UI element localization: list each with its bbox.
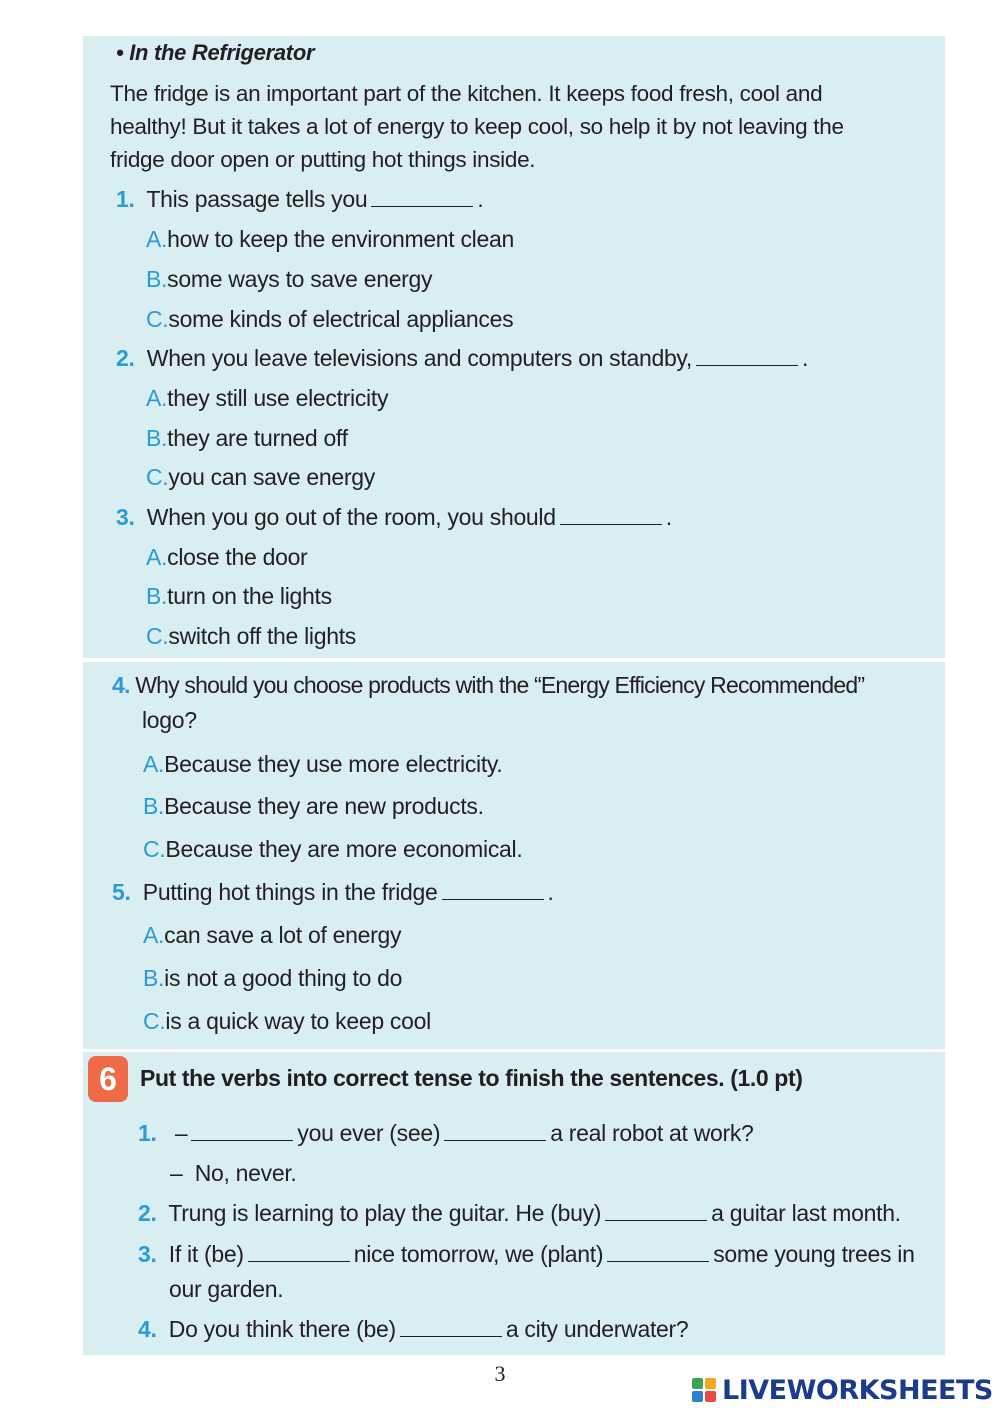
task6-item-4: 4. Do you think there (be) a city underwater? bbox=[138, 1316, 689, 1342]
question-2: 2. When you leave televisions and computers on standby, . bbox=[116, 345, 809, 371]
option-5b[interactable]: B.is not a good thing to do bbox=[143, 965, 403, 991]
liveworksheets-logo-icon bbox=[692, 1378, 716, 1402]
option-5a[interactable]: A.can save a lot of energy bbox=[143, 922, 402, 948]
verb-blank[interactable] bbox=[400, 1316, 502, 1337]
option-2b[interactable]: B.they are turned off bbox=[146, 425, 348, 451]
task-number-badge: 6 bbox=[88, 1056, 128, 1102]
task6-item-2: 2. Trung is learning to play the guitar. He (buy) a guitar last month. bbox=[138, 1200, 901, 1226]
verb-blank[interactable] bbox=[607, 1241, 709, 1262]
reading-heading: • In the Refrigerator bbox=[116, 40, 315, 65]
question-4-continued: logo? bbox=[142, 707, 197, 733]
answer-blank[interactable] bbox=[560, 504, 662, 525]
option-5c[interactable]: C.is a quick way to keep cool bbox=[143, 1008, 431, 1034]
option-3c[interactable]: C.switch off the lights bbox=[146, 623, 357, 649]
verb-blank[interactable] bbox=[191, 1120, 293, 1141]
task6-item-1: 1. – you ever (see) a real robot at work? bbox=[138, 1120, 754, 1146]
task-title: Put the verbs into correct tense to finish the sentences. (1.0 pt) bbox=[140, 1065, 803, 1091]
question-3: 3. When you go out of the room, you should . bbox=[116, 504, 672, 530]
option-2a[interactable]: A.they still use electricity bbox=[146, 385, 389, 411]
option-4c[interactable]: C.Because they are more economical. bbox=[143, 836, 523, 862]
answer-blank[interactable] bbox=[696, 345, 798, 366]
option-3a[interactable]: A.close the door bbox=[146, 544, 308, 570]
brand bbox=[692, 1373, 993, 1407]
option-1c[interactable]: C.some kinds of electrical appliances bbox=[146, 306, 514, 332]
option-1b[interactable]: B.some ways to save energy bbox=[146, 266, 433, 292]
task6-item-3-continued: our garden. bbox=[169, 1276, 284, 1302]
question-5: 5. Putting hot things in the fridge . bbox=[112, 879, 554, 905]
paragraph-line: healthy! But it takes a lot of energy to keep cool, so help it by not leaving the bbox=[110, 114, 844, 139]
option-4a[interactable]: A.Because they use more electricity. bbox=[143, 751, 503, 777]
option-3b[interactable]: B.turn on the lights bbox=[146, 583, 332, 609]
paragraph-line: fridge door open or putting hot things inside. bbox=[110, 147, 536, 172]
option-4b[interactable]: B.Because they are new products. bbox=[143, 793, 484, 819]
task6-item-1-reply: – No, never. bbox=[170, 1160, 297, 1186]
paragraph-line: The fridge is an important part of the kitchen. It keeps food fresh, cool and bbox=[110, 81, 823, 106]
option-2c[interactable]: C.you can save energy bbox=[146, 464, 375, 490]
brand-name: LIVEWORKSHEETS bbox=[722, 1374, 993, 1406]
verb-blank[interactable] bbox=[605, 1200, 707, 1221]
page-number: 3 bbox=[494, 1361, 506, 1386]
task6-item-3: 3. If it (be) nice tomorrow, we (plant) some young trees in bbox=[138, 1241, 915, 1267]
answer-blank[interactable] bbox=[371, 186, 473, 207]
option-1a[interactable]: A.how to keep the environment clean bbox=[146, 226, 514, 252]
answer-blank[interactable] bbox=[442, 879, 544, 900]
verb-blank[interactable] bbox=[444, 1120, 546, 1141]
question-4: 4. Why should you choose products with the “Energy Efficiency Recommended” bbox=[112, 672, 865, 698]
verb-blank[interactable] bbox=[248, 1241, 350, 1262]
question-1: 1. This passage tells you . bbox=[116, 186, 484, 212]
